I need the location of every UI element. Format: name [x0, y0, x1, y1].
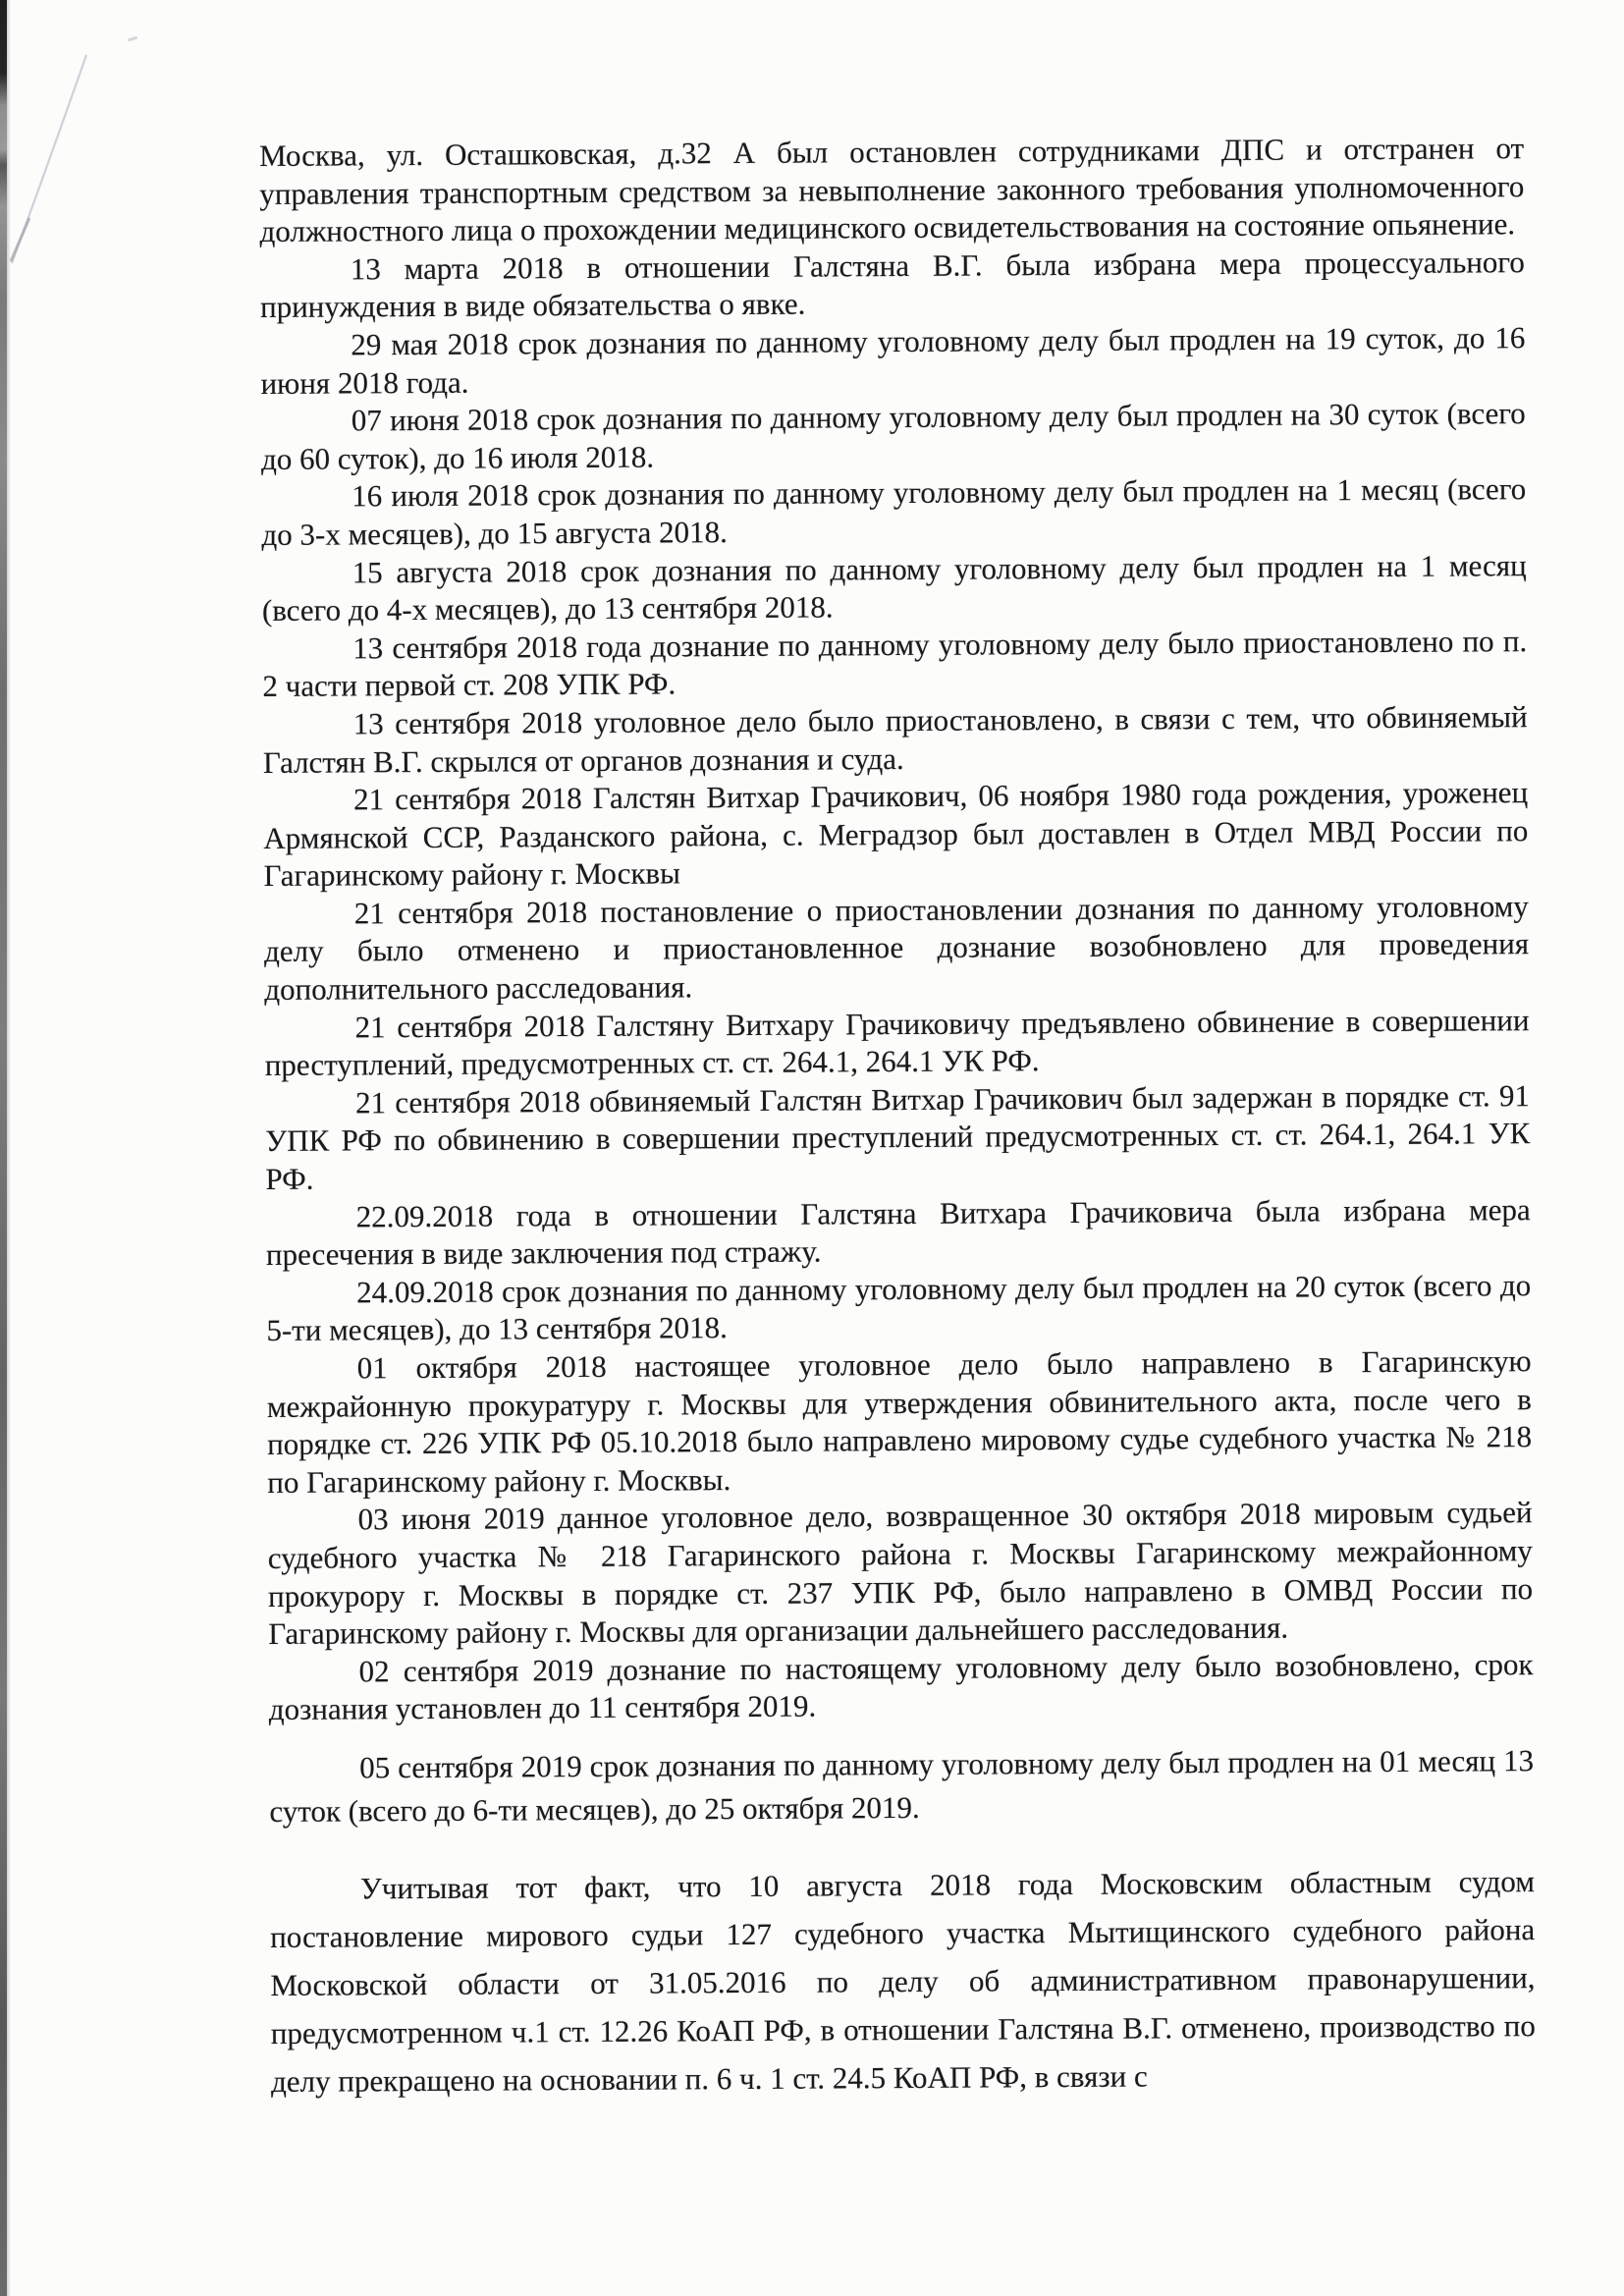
paragraph: Учитывая тот факт, что 10 августа 2018 года Московским областным судом постановление мирового судьи 127 судебного участка Мытищинского судебного района Московской области от 31.05.2016 по делу об административном правонарушении, предусмотренном ч.1 ст. 12.26 КоАП РФ, в отношении Галстяна В.Г. отменено, производство по делу прекращено на основании п. 6 ч. 1 ст. 24.5 КоАП РФ, в связи с	[270, 1864, 1536, 2099]
paragraph: 21 сентября 2018 обвиняемый Галстян Витхар Грачикович был задержан в порядке ст. 91 УПК РФ по обвинению в совершении преступлений предусмотренных ст. ст. 264.1, 264.1 УК РФ.	[265, 1077, 1531, 1197]
paragraph: 13 марта 2018 в отношении Галстяна В.Г. была избрана мера процессуального принуждения в виде обязательства о явке.	[259, 244, 1525, 325]
paragraph: 02 сентября 2019 дознание по настоящему уголовному делу было возобновлено, срок дознания установлен до 11 сентября 2019.	[268, 1646, 1534, 1727]
paragraph: 16 июля 2018 срок дознания по данному уголовному делу был продлен на 1 месяц (всего до 3-х месяцев), до 15 августа 2018.	[261, 471, 1527, 552]
paragraph: 22.09.2018 года в отношении Галстяна Витхара Грачиковича была избрана мера пресечения в виде заключения под стражу.	[265, 1191, 1531, 1273]
paragraph: Москва, ул. Осташковская, д.32 А был остановлен сотрудниками ДПС и отстранен от управления транспортным средством за невыполнение законного требования уполномоченного должностного лица о прохождении медицинского освидетельствования на состояние опьянение.	[259, 131, 1525, 249]
scan-crease-line	[0, 0, 216, 314]
paragraph: 13 сентября 2018 уголовное дело было приостановлено, в связи с тем, что обвиняемый Галстян В.Г. скрылся от органов дознания и суда.	[262, 699, 1528, 780]
paragraph: 24.09.2018 срок дознания по данному уголовному делу был продлен на 20 суток (всего до 5-ти месяцев), до 13 сентября 2018.	[266, 1267, 1532, 1348]
document-text	[259, 130, 1536, 2105]
paragraph: 05 сентября 2019 срок дознания по данному уголовному делу был продлен на 01 месяц 13 суток (всего до 6-ти месяцев), до 25 октября 2019.	[269, 1743, 1535, 1829]
paragraph: 29 мая 2018 срок дознания по данному уголовному делу был продлен на 19 суток, до 16 июня 2018 года.	[260, 320, 1526, 401]
scan-edge-strip	[0, 0, 7, 2296]
paragraph: 07 июня 2018 срок дознания по данному уголовному делу был продлен на 30 суток (всего до 60 суток), до 16 июля 2018.	[260, 396, 1526, 476]
paragraph: 21 сентября 2018 Галстян Витхар Грачикович, 06 ноября 1980 года рождения, уроженец Армянской ССР, Разданского района, с. Меградзор был доставлен в Отдел МВД России по Гагаринскому району г. Москвы	[263, 775, 1529, 894]
paragraph: 21 сентября 2018 Галстяну Витхару Грачиковичу предъявлено обвинение в совершении преступлений, предусмотренных ст. ст. 264.1, 264.1 УК РФ.	[264, 1002, 1530, 1083]
scan-edge-shadow	[7, 0, 11, 2296]
paragraph: 01 октября 2018 настоящее уголовное дело было направлено в Гагаринскую межрайонную прокуратуру г. Москвы для утверждения обвинительного акта, после чего в порядке ст. 226 УПК РФ 05.10.2018 было направлено мировому судье судебного участка № 218 по Гагаринскому району г. Москвы.	[266, 1343, 1533, 1500]
paragraph: 03 июня 2019 данное уголовное дело, возвращенное 30 октября 2018 мировым судьей судебного участка № 218 Гагаринского района г. Москвы Гагаринскому межрайонному прокурору г. Москвы в порядке ст. 237 УПК РФ, было направлено в ОМВД России по Гагаринскому району г. Москвы для организации дальнейшего расследования.	[267, 1495, 1534, 1652]
paragraph: 13 сентября 2018 года дознание по данному уголовному делу было приостановлено по п. 2 части первой ст. 208 УПК РФ.	[262, 623, 1528, 704]
paragraph: 21 сентября 2018 постановление о приостановлении дознания по данному уголовному делу было отменено и приостановленное дознание возобновлено для проведения дополнительного расследования.	[263, 888, 1530, 1008]
paragraph: 15 августа 2018 срок дознания по данному уголовному делу был продлен на 1 месяц (всего до 4-х месяцев), до 13 сентября 2018.	[261, 547, 1527, 629]
